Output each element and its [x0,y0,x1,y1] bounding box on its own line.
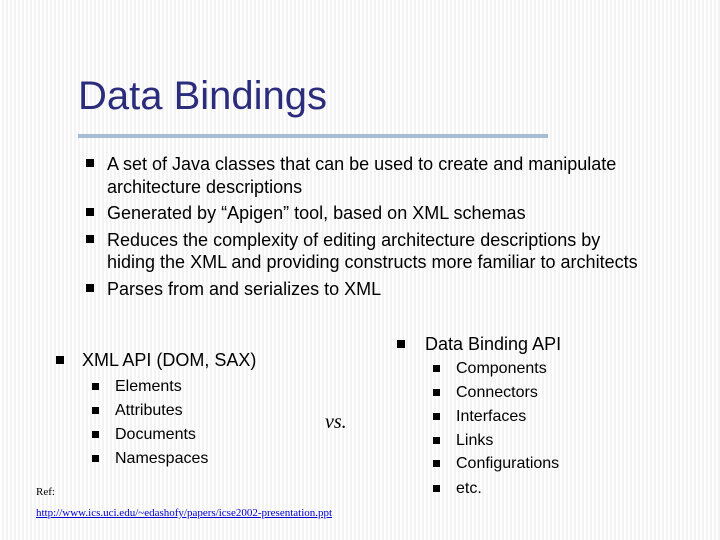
bullet-marker [86,235,94,243]
bullet-marker [433,389,440,396]
bullet-marker [92,431,99,438]
bullet-marker [92,455,99,462]
reference-link[interactable]: http://www.ics.uci.edu/~edashofy/papers/icse2002-presentation.ppt [36,507,333,519]
data-binding-api-item: Interfaces [456,408,527,425]
bullet-1-line-1: A set of Java classes that can be used to create and manipulate [107,154,617,174]
bullet-marker [433,437,440,444]
bullet-3-line-2: hiding the XML and providing constructs more familiar to architects [107,252,638,272]
bullet-marker [433,485,440,492]
bullet-marker [92,383,99,390]
data-binding-api-item: Configurations [456,455,560,472]
bullet-marker [397,340,405,348]
slide-title: Data Bindings [78,74,328,118]
data-binding-api-item: etc. [456,480,482,497]
xml-api-item: Elements [115,378,182,395]
data-binding-api-heading: Data Binding API [425,334,562,354]
bullet-4-line-1: Parses from and serializes to XML [107,279,382,299]
bullet-1-line-2: architecture descriptions [107,177,303,197]
bullet-marker [86,284,94,292]
xml-api-heading: XML API (DOM, SAX) [82,350,257,370]
bullet-marker [56,356,64,364]
data-binding-api-item: Connectors [456,384,538,401]
bullet-marker [433,413,440,420]
title-underline [78,134,548,138]
xml-api-item: Namespaces [115,450,209,467]
xml-api-item: Documents [115,426,196,443]
bullet-marker [433,460,440,467]
bullet-marker [433,365,440,372]
xml-api-item: Attributes [115,402,183,419]
data-binding-api-item: Links [456,432,494,449]
bullet-marker [86,208,94,216]
vs-label: vs. [325,411,347,433]
reference-label: Ref: [36,486,55,498]
bullet-marker [92,407,99,414]
data-binding-api-item: Components [456,360,547,377]
bullet-3-line-1: Reduces the complexity of editing architecture descriptions by [107,230,601,250]
bullet-marker [86,159,94,167]
bullet-2-line-1: Generated by “Apigen” tool, based on XML schemas [107,203,526,223]
